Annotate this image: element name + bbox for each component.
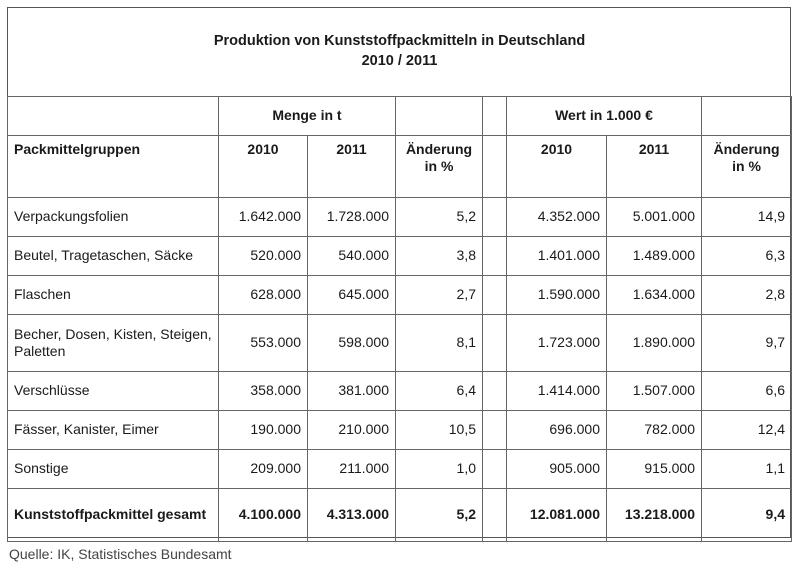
cell-wert-2011: 1.634.000 [607,275,702,314]
cell-menge-2010: 1.642.000 [219,197,308,236]
cell-wert-change: 1,1 [702,449,792,488]
total-label: Kunststoffpackmittel gesamt [8,488,219,541]
cell-menge-change: 8,1 [396,314,483,371]
gap-cell [483,275,507,314]
cell-menge-change: 5,2 [396,197,483,236]
source-note: Quelle: IK, Statistisches Bundesamt [9,546,232,562]
table-row [8,371,792,410]
cell-menge-change: 2,7 [396,275,483,314]
group-header-menge: Menge in t [219,96,396,135]
table-row [8,275,792,314]
cell-wert-2011: 782.000 [607,410,702,449]
column-header-2011-menge: 2011 [308,135,396,197]
cell-wert-2011: 5.001.000 [607,197,702,236]
column-header-group: Packmittelgruppen [8,135,219,197]
cell-menge-2010: 553.000 [219,314,308,371]
cell-wert-2010: 1.723.000 [507,314,607,371]
cell-menge-2011: 1.728.000 [308,197,396,236]
cell-menge-2011: 645.000 [308,275,396,314]
cell-wert-change: 6,3 [702,236,792,275]
total-wert-change: 9,4 [702,488,792,541]
gap-cell [483,410,507,449]
group-header-wert: Wert in 1.000 € [507,96,702,135]
cell-wert-2010: 1.414.000 [507,371,607,410]
cell-group: Verschlüsse [8,371,219,410]
cell-wert-change: 6,6 [702,371,792,410]
cell-menge-2011: 540.000 [308,236,396,275]
cell-wert-2010: 4.352.000 [507,197,607,236]
cell-wert-change: 9,7 [702,314,792,371]
cell-menge-change: 10,5 [396,410,483,449]
table-row [8,236,792,275]
total-row [8,488,792,541]
table-title-line2: 2010 / 2011 [361,53,438,70]
gap-cell [483,236,507,275]
cell-wert-2010: 905.000 [507,449,607,488]
gap-cell [483,449,507,488]
cell-wert-2010: 1.401.000 [507,236,607,275]
column-header-2010-wert: 2010 [507,135,607,197]
cell-menge-2010: 358.000 [219,371,308,410]
table-row [8,449,792,488]
header-empty-cell [8,96,219,135]
total-menge-2010: 4.100.000 [219,488,308,541]
header-empty-cell [396,96,483,135]
cell-wert-2011: 1.890.000 [607,314,702,371]
total-menge-2011: 4.313.000 [308,488,396,541]
cell-wert-change: 2,8 [702,275,792,314]
table-row [8,197,792,236]
gap-cell [483,197,507,236]
cell-menge-change: 1,0 [396,449,483,488]
cell-wert-2011: 1.507.000 [607,371,702,410]
production-table [7,7,792,542]
column-header-change-menge: Änderung in % [396,135,483,197]
column-header-2011-wert: 2011 [607,135,702,197]
table-row [8,314,792,371]
cell-wert-2010: 696.000 [507,410,607,449]
cell-group: Fässer, Kanister, Eimer [8,410,219,449]
cell-group: Flaschen [8,275,219,314]
gap-cell [483,488,507,541]
cell-menge-2011: 211.000 [308,449,396,488]
gap-cell [483,371,507,410]
cell-wert-change: 14,9 [702,197,792,236]
cell-menge-2010: 520.000 [219,236,308,275]
total-menge-change: 5,2 [396,488,483,541]
cell-menge-2011: 598.000 [308,314,396,371]
cell-group: Beutel, Tragetaschen, Säcke [8,236,219,275]
column-header-change-wert: Änderung in % [702,135,792,197]
cell-menge-2011: 210.000 [308,410,396,449]
cell-menge-2010: 190.000 [219,410,308,449]
cell-wert-2011: 915.000 [607,449,702,488]
gap-cell [483,314,507,371]
table-row [8,410,792,449]
column-header-2010-menge: 2010 [219,135,308,197]
cell-menge-2011: 381.000 [308,371,396,410]
cell-group: Sonstige [8,449,219,488]
total-wert-2011: 13.218.000 [607,488,702,541]
cell-wert-change: 12,4 [702,410,792,449]
gap-cell [483,96,507,135]
cell-group: Becher, Dosen, Kisten, Steigen, Paletten [8,314,219,371]
cell-menge-change: 6,4 [396,371,483,410]
cell-menge-change: 3,8 [396,236,483,275]
cell-menge-2010: 209.000 [219,449,308,488]
total-wert-2010: 12.081.000 [507,488,607,541]
cell-wert-2011: 1.489.000 [607,236,702,275]
cell-group: Verpackungsfolien [8,197,219,236]
table-title-line1: Produktion von Kunststoffpackmitteln in Deutschland [213,33,586,50]
cell-menge-2010: 628.000 [219,275,308,314]
header-empty-cell [702,96,792,135]
gap-cell [483,135,507,197]
table-title [8,7,792,96]
cell-wert-2010: 1.590.000 [507,275,607,314]
